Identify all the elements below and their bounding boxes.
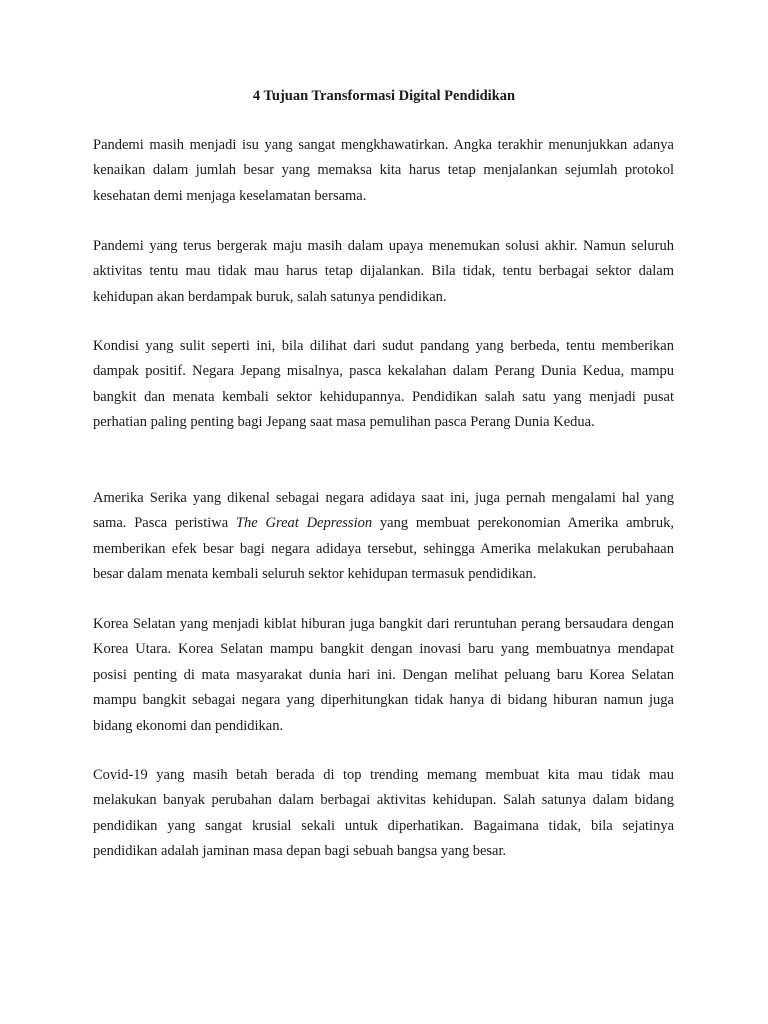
document-title: 4 Tujuan Transformasi Digital Pendidikan	[252, 88, 516, 104]
great-depression-emphasis: The Great Depression	[235, 515, 373, 532]
paragraph-korea-selatan: Korea Selatan yang menjadi kiblat hiburan juga bangkit dari reruntuhan perang bersaudara dengan Korea Utara. Korea Selatan mampu bangkit dengan inovasi baru yang membuatnya mendapat posisi penting di mata masyarakat dunia hari ini. Dengan melihat peluang baru Korea Selatan mampu bangkit sebagai negara yang diperhitungkan tidak hanya di bidang hiburan namun juga bidang ekonomi dan pendidikan.	[93, 616, 674, 734]
paragraph-pandemi-isu: Pandemi masih menjadi isu yang sangat mengkhawatirkan. Angka terakhir menunjukkan adanya kenaikan dalam jumlah besar yang memaksa kita harus tetap menjalankan sejumlah protokol kesehatan demi menjaga keselamatan bersama.	[93, 137, 674, 204]
paragraph-amerika-text-before: Amerika Serika yang dikenal sebagai negara adidaya saat ini, juga pernah mengalami hal yang sama. Pasca peristiwa	[93, 490, 674, 532]
paragraph-covid-19: Covid-19 yang masih betah berada di top trending memang membuat kita mau tidak mau melakukan banyak perubahan dalam berbagai aktivitas kehidupan. Salah satunya dalam bidang pendidikan yang sangat krusial sekali untuk diperhatikan. Bagaimana tidak, bila sejatinya pendidikan adalah jaminan masa depan bagi sebuah bangsa yang besar.	[93, 767, 674, 860]
paragraph-pandemi-solusi: Pandemi yang terus bergerak maju masih dalam upaya menemukan solusi akhir. Namun seluruh aktivitas tentu mau tidak mau harus tetap dijalankan. Bila tidak, tentu berbagai sektor dalam kehidupan akan berdampak buruk, salah satunya pendidikan.	[93, 238, 674, 305]
paragraph-amerika-text-after: yang membuat perekonomian Amerika ambruk, memberikan efek besar bagi negara adidaya tersebut, sehingga Amerika melakukan perubahaan besar dalam menata kembali seluruh sektor kehidupan termasuk pendidikan.	[93, 515, 674, 583]
paragraph-amerika	[93, 486, 674, 588]
paragraph-jepang: Kondisi yang sulit seperti ini, bila dilihat dari sudut pandang yang berbeda, tentu memberikan dampak positif. Negara Jepang misalnya, pasca kekalahan dalam Perang Dunia Kedua, mampu bangkit dan menata kembali sektor kehidupannya. Pendidikan salah satu yang menjadi pusat perhatian paling penting bagi Jepang saat masa pemulihan pasca Perang Dunia Kedua.	[93, 338, 674, 431]
